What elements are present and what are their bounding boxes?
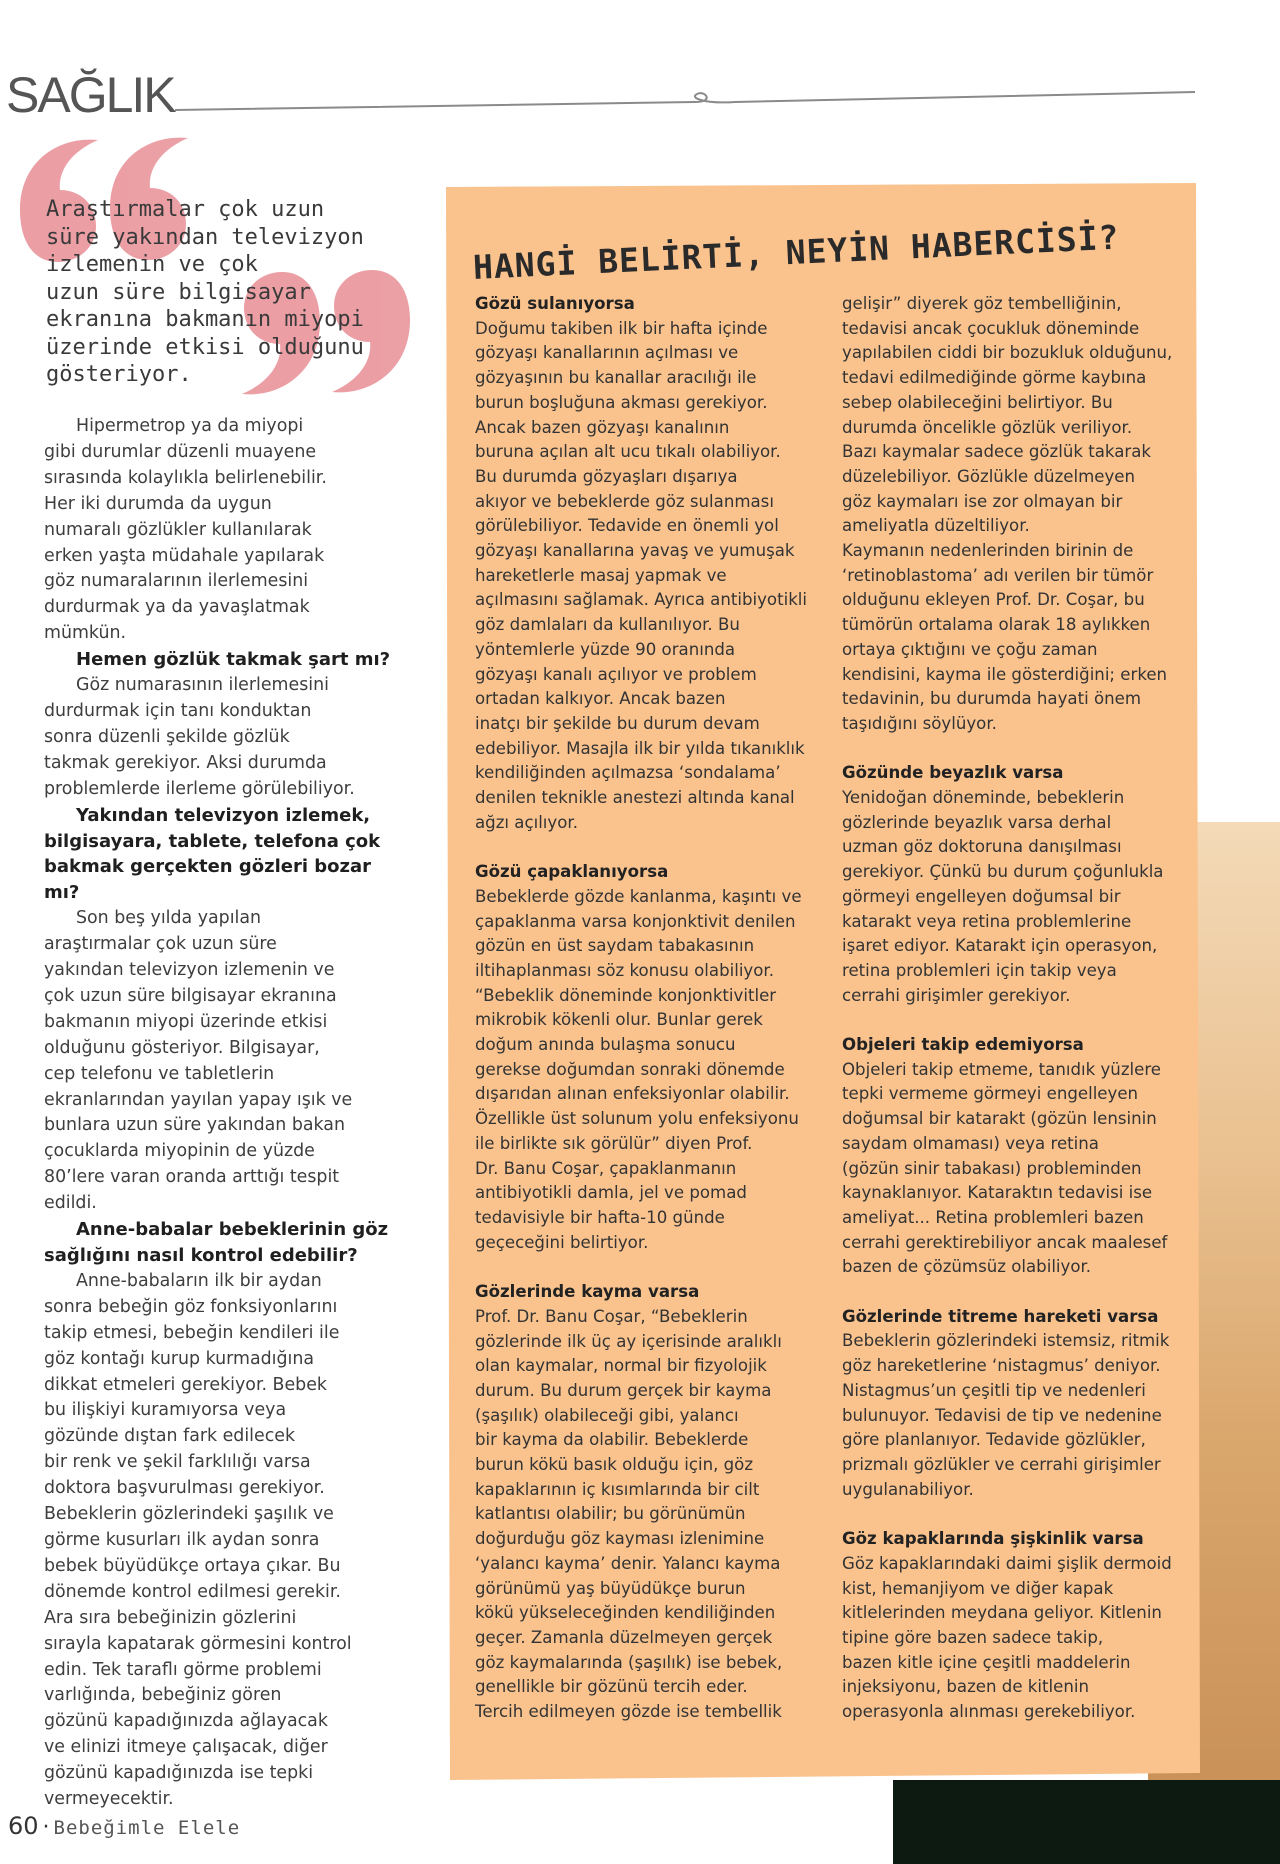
text-line: bunlara uzun süre yakından bakan bbox=[44, 1115, 345, 1136]
text-line: iltihaplanması söz konusu olabiliyor. bbox=[475, 960, 774, 980]
text-line: burun boşluğuna akması gerekiyor. bbox=[475, 392, 768, 412]
text-line: Özellikle üst solunum yolu enfeksiyonu bbox=[475, 1109, 799, 1129]
text-line: çok uzun süre bilgisayar ekranına bbox=[44, 985, 337, 1006]
text-line: varlığında, bebeğiniz gören bbox=[44, 1685, 282, 1706]
symptom-text bbox=[475, 317, 820, 836]
text-line: Ancak bazen gözyaşı kanalının bbox=[475, 417, 730, 437]
text-line: sağlığını nasıl kontrol edebilir? bbox=[44, 1245, 358, 1266]
text-line: Bebeklerin gözlerindeki şaşılık ve bbox=[44, 1504, 334, 1525]
text-line: doktora başvurulması gerekiyor. bbox=[44, 1478, 325, 1499]
quote-line: Araştırmalar çok uzun bbox=[46, 197, 325, 222]
text-line: gözlerinde ilk üç ay içerisinde aralıklı bbox=[475, 1331, 782, 1351]
symptom-section bbox=[842, 292, 1187, 737]
footer-separator: · bbox=[42, 1815, 50, 1840]
text-line: olduğunu ekleyen Prof. Dr. Coşar, bu bbox=[842, 590, 1145, 610]
text-line: olan kaymalar, normal bir fizyolojik bbox=[475, 1356, 767, 1376]
text-line: sebep olabileceğini belirtiyor. Bu bbox=[842, 392, 1113, 412]
symptom-section bbox=[475, 1280, 820, 1725]
text-line: bakmanın miyopi üzerinde etkisi bbox=[44, 1011, 328, 1032]
text-line: gözünü kapadığınızda ise tepki bbox=[44, 1763, 314, 1784]
text-line: gözün en üst saydam tabakasının bbox=[475, 936, 755, 956]
text-line: görülebiliyor. Tedavide en önemli yol bbox=[475, 516, 779, 536]
symptom-section bbox=[842, 1305, 1187, 1503]
text-line: yakından televizyon izlemenin ve bbox=[44, 960, 335, 981]
text-line: katarakt veya retina problemlerine bbox=[842, 911, 1132, 931]
text-line: doğumsal bir katarakt (gözün lensinin bbox=[842, 1109, 1157, 1129]
text-line: uzman göz doktoruna danışılması bbox=[842, 837, 1122, 857]
text-line: Prof. Dr. Banu Coşar, “Bebeklerin bbox=[475, 1306, 748, 1326]
text-line: ameliyatla düzeltiliyor. bbox=[842, 516, 1030, 536]
symptom-text bbox=[842, 292, 1187, 737]
text-line: göz kontağı kurup kurmadığına bbox=[44, 1348, 315, 1369]
text-line: tedavisi ancak çocukluk döneminde bbox=[842, 318, 1140, 338]
symptom-section bbox=[842, 1527, 1187, 1725]
text-line: Yenidoğan döneminde, bebeklerin bbox=[842, 788, 1125, 808]
text-line: bebek büyüdükçe ortaya çıkar. Bu bbox=[44, 1555, 341, 1576]
panel-column-right bbox=[842, 292, 1187, 1749]
text-line: Kaymanın nedenlerinden birinin de bbox=[842, 541, 1134, 561]
text-line: bir renk ve şekil farklılığı varsa bbox=[44, 1452, 311, 1473]
text-line: göre planlanıyor. Tedavide gözlükler, bbox=[842, 1430, 1146, 1450]
symptom-heading: Göz kapaklarında şişkinlik varsa bbox=[842, 1529, 1144, 1549]
text-line: inatçı bir şekilde bu durum devam bbox=[475, 713, 760, 733]
text-line: Her iki durumda da uygun bbox=[44, 493, 272, 514]
text-line: bakmak gerçekten gözleri bozar mı? bbox=[44, 856, 372, 904]
text-line: Anne-babalar bebeklerinin göz bbox=[76, 1219, 389, 1241]
text-line: geçeceğini belirtiyor. bbox=[475, 1232, 649, 1252]
symptom-heading: Gözü çapaklanıyorsa bbox=[475, 862, 669, 882]
text-line: ve elinizi itmeye çalışacak, diğer bbox=[44, 1737, 328, 1758]
text-line: antibiyotikli damla, jel ve pomad bbox=[475, 1183, 747, 1203]
text-line: göz numaralarının ilerlemesini bbox=[44, 571, 309, 592]
text-line: ortadan kalkıyor. Ancak bazen bbox=[475, 689, 726, 709]
text-line: tedavi edilmediğinde görme kaybına bbox=[842, 368, 1147, 388]
text-line: injeksiyonu, bazen de kitlenin bbox=[842, 1677, 1089, 1697]
text-line: sonra düzenli şekilde gözlük bbox=[44, 726, 290, 747]
text-line: göz kaymaları ise zor olmayan bir bbox=[842, 491, 1123, 511]
text-line: numaralı gözlükler kullanılarak bbox=[44, 519, 312, 540]
panel-column-left bbox=[475, 292, 820, 1749]
text-line: kist, hemanjiyom ve diğer kapak bbox=[842, 1578, 1114, 1598]
text-line: Bazı kaymalar sadece gözlük takarak bbox=[842, 442, 1151, 462]
text-line: kökü yükseleceğinden kendiliğinden bbox=[475, 1603, 776, 1623]
page-footer bbox=[8, 1812, 240, 1840]
quote-line: izlemenin ve çok bbox=[46, 252, 258, 277]
text-line: retina problemleri için takip veya bbox=[842, 960, 1117, 980]
text-line: Bebeklerde gözde kanlanma, kaşıntı ve bbox=[475, 886, 802, 906]
quote-line: uzun süre bilgisayar bbox=[46, 279, 311, 305]
text-line: ekranlarından yayılan yapay ışık ve bbox=[44, 1089, 353, 1110]
text-line: tedavisiyle bir hafta-10 günde bbox=[475, 1208, 725, 1227]
text-line: cerrahi gerektirebiliyor ancak maalesef bbox=[842, 1232, 1168, 1252]
symptom-text bbox=[475, 1305, 820, 1725]
symptom-heading: Gözünde beyazlık varsa bbox=[842, 763, 1064, 783]
text-line: göz damlaları da kullanılıyor. Bu bbox=[475, 615, 740, 635]
subheading bbox=[44, 803, 412, 907]
paragraph bbox=[44, 414, 412, 647]
symptom-text bbox=[842, 1058, 1187, 1280]
text-line: ortaya çıktığını ve çoğu zaman bbox=[842, 639, 1098, 659]
text-line: tümörün ortalama olarak 18 aylıkken bbox=[842, 615, 1151, 635]
text-line: gözyaşının bu kanallar aracılığı ile bbox=[475, 368, 757, 388]
text-line: uygulanabiliyor. bbox=[842, 1479, 974, 1499]
text-line: doğum anında bulaşma sonucu bbox=[475, 1035, 736, 1055]
text-line: işaret ediyor. Katarakt için operasyon, bbox=[842, 936, 1158, 956]
text-line: Objeleri takip etmeme, tanıdık yüzlere bbox=[842, 1059, 1162, 1079]
text-line: Göz kapaklarındaki daimi şişlik dermoid bbox=[842, 1553, 1172, 1573]
text-line: vermeyecektir. bbox=[44, 1789, 174, 1810]
quote-line: gösteriyor. bbox=[46, 362, 192, 387]
text-line: geçer. Zamanla düzelmeyen gerçek bbox=[475, 1627, 773, 1647]
text-line: cerrahi girişimler gerekiyor. bbox=[842, 985, 1071, 1005]
text-line: Bebeklerin gözlerindeki istemsiz, ritmik bbox=[842, 1331, 1170, 1351]
symptom-section bbox=[475, 292, 820, 835]
text-line: Hemen gözlük takmak şart mı? bbox=[76, 649, 391, 671]
text-line: göz hareketlerine ‘nistagmus’ deniyor. bbox=[842, 1356, 1161, 1376]
text-line: tedavinin, bu durumda hayati önem bbox=[842, 689, 1142, 709]
text-line: taşıdığını söylüyor. bbox=[842, 713, 997, 733]
text-line: yapılabilen ciddi bir bozukluk olduğunu, bbox=[842, 343, 1173, 363]
quote-line: ekranına bakmanın miyopi bbox=[46, 307, 364, 332]
magazine-name: Bebeğimle Elele bbox=[53, 1817, 241, 1839]
text-line: açılmasını sağlamak. Ayrıca antibiyotikli bbox=[475, 590, 808, 610]
symptom-section bbox=[475, 860, 820, 1255]
text-line: Bu durumda gözyaşları dışarıya bbox=[475, 466, 738, 486]
text-line: ‘yalancı kayma’ denir. Yalancı kayma bbox=[475, 1553, 781, 1573]
text-line: kapaklarının iç kısımlarında bir cilt bbox=[475, 1479, 760, 1499]
text-line: düzelebiliyor. Gözlükle düzelmeyen bbox=[842, 466, 1136, 486]
text-line: gözünü kapadığınızda ağlayacak bbox=[44, 1711, 328, 1732]
text-line: gerekse doğumdan sonraki dönemde bbox=[475, 1059, 785, 1079]
text-line: 80’lere varan oranda arttığı tespit bbox=[44, 1167, 340, 1188]
text-line: akıyor ve bebeklerde göz sulanması bbox=[475, 491, 774, 511]
text-line: gözünde dıştan fark edilecek bbox=[44, 1426, 296, 1447]
text-line: Göz numarasının ilerlemesini bbox=[76, 675, 329, 696]
text-line: bu ilişkiyi kuramıyorsa veya bbox=[44, 1400, 287, 1421]
subheading bbox=[44, 647, 412, 673]
text-line: Nistagmus’un çeşitli tip ve nedenleri bbox=[842, 1380, 1146, 1400]
text-line: denilen teknikle anestezi altında kanal bbox=[475, 788, 795, 808]
text-line: genellikle bir gözünü tercih eder. bbox=[475, 1677, 748, 1697]
text-line: operasyonla alınması gerekebiliyor. bbox=[842, 1702, 1136, 1722]
text-line: görmeyi engelleyen doğumsal bir bbox=[842, 886, 1121, 906]
text-line: ile birlikte sık görülür” diyen Prof. bbox=[475, 1133, 753, 1153]
header-divider bbox=[175, 82, 1195, 122]
text-line: mikrobik kökenli olur. Bunlar gerek bbox=[475, 1010, 763, 1030]
text-line: araştırmalar çok uzun süre bbox=[44, 934, 277, 955]
text-line: Hipermetrop ya da miyopi bbox=[76, 416, 304, 436]
text-line: buruna açılan alt ucu tıkalı olabiliyor. bbox=[475, 442, 781, 462]
symptom-heading: Gözlerinde kayma varsa bbox=[475, 1282, 700, 1302]
text-line: gözyaşı kanallarına yavaş ve yumuşak bbox=[475, 541, 795, 561]
text-line: gözyaşı kanalı açılıyor ve problem bbox=[475, 664, 757, 684]
text-line: ‘retinoblastoma’ adı verilen bir tümör bbox=[842, 565, 1154, 585]
text-line: görme kusurları ilk aydan sonra bbox=[44, 1529, 320, 1550]
article-body-left bbox=[44, 414, 412, 1813]
text-line: edildi. bbox=[44, 1193, 97, 1214]
text-line: olduğunu gösteriyor. Bilgisayar, bbox=[44, 1037, 320, 1058]
text-line: burun kökü basık olduğu için, göz bbox=[475, 1455, 754, 1475]
text-line: tipine göre bazen sadece takip, bbox=[842, 1627, 1104, 1647]
text-line: Dr. Banu Coşar, çapaklanmanın bbox=[475, 1158, 737, 1178]
text-line: dışarıdan alınan enfeksiyonlar olabilir. bbox=[475, 1084, 790, 1104]
text-line: katlantısı olabilir; bu görünümün bbox=[475, 1504, 746, 1524]
text-line: hareketlerle masaj yapmak ve bbox=[475, 565, 727, 585]
text-line: bir kayma da olabilir. Bebeklerde bbox=[475, 1430, 749, 1450]
text-line: (şaşılık) olabileceği gibi, yalancı bbox=[475, 1405, 739, 1425]
text-line: kendiliğinden açılmazsa ‘sondalama’ bbox=[475, 763, 781, 783]
text-line: gelişir” diyerek göz tembelliğinin, bbox=[842, 294, 1122, 313]
text-line: dikkat etmeleri gerekiyor. Bebek bbox=[44, 1374, 327, 1395]
paragraph bbox=[44, 906, 412, 1217]
text-line: çocuklarda miyopinin de yüzde bbox=[44, 1141, 315, 1162]
text-line: cep telefonu ve tabletlerin bbox=[44, 1063, 275, 1084]
quote-line: üzerinde etkisi olduğunu bbox=[46, 334, 364, 360]
text-line: takmak gerekiyor. Aksi durumda bbox=[44, 752, 327, 773]
text-line: ağzı açılıyor. bbox=[475, 812, 578, 832]
text-line: durum. Bu durum gerçek bir kayma bbox=[475, 1380, 772, 1400]
text-line: sırayla kapatarak görmesini kontrol bbox=[44, 1633, 352, 1654]
text-line: tepki vermeme görmeyi engelleyen bbox=[842, 1084, 1139, 1104]
text-line: Yakından televizyon izlemek, bbox=[76, 804, 371, 826]
text-line: edebiliyor. Masajla ilk bir yılda tıkanıklık bbox=[475, 738, 805, 758]
text-line: kaynaklanıyor. Kataraktın tedavisi ise bbox=[842, 1183, 1153, 1203]
text-line: görünümü yaş büyüdükçe burun bbox=[475, 1578, 746, 1598]
text-line: erken yaşta müdahale yapılarak bbox=[44, 545, 325, 566]
text-line: Son beş yılda yapılan bbox=[76, 908, 262, 929]
symptom-text bbox=[475, 885, 820, 1256]
text-line: prizmalı gözlükler ve cerrahi girişimler bbox=[842, 1455, 1161, 1474]
text-line: bazen de çözümsüz olabiliyor. bbox=[842, 1257, 1092, 1277]
text-line: (gözün sinir tabakası) probleminden bbox=[842, 1158, 1142, 1178]
text-line: sırasında kolaylıkla belirlenebilir. bbox=[44, 467, 327, 488]
pull-quote bbox=[46, 196, 376, 389]
text-line: doğurduğu göz kayması izlenimine bbox=[475, 1529, 765, 1549]
paragraph bbox=[44, 1269, 412, 1813]
text-line: dönemde kontrol edilmesi gerekir. bbox=[44, 1581, 341, 1602]
symptom-text bbox=[842, 786, 1187, 1008]
text-line: bilgisayara, tablete, telefona çok bbox=[44, 830, 381, 852]
text-line: bazen kitle içine çeşitli maddelerin bbox=[842, 1652, 1131, 1672]
text-line: bulunuyor. Tedavisi de tip ve nedenine bbox=[842, 1405, 1162, 1425]
text-line: gözlerinde beyazlık varsa derhal bbox=[842, 812, 1112, 832]
symptom-text bbox=[842, 1552, 1187, 1725]
symptom-text bbox=[842, 1329, 1187, 1502]
subheading bbox=[44, 1217, 412, 1269]
text-line: gibi durumlar düzenli muayene bbox=[44, 441, 317, 462]
symptom-section bbox=[842, 1033, 1187, 1280]
text-line: çapaklanma varsa konjonktivit denilen bbox=[475, 911, 796, 931]
text-line: gerekiyor. Çünkü bu durum çoğunlukla bbox=[842, 862, 1164, 882]
page-number: 60 bbox=[8, 1812, 39, 1840]
text-line: ameliyat... Retina problemleri bazen bbox=[842, 1207, 1144, 1227]
text-line: gözyaşı kanallarının açılması ve bbox=[475, 343, 739, 363]
text-line: durdurmak ya da yavaşlatmak bbox=[44, 597, 310, 618]
text-line: durdurmak için tanı konduktan bbox=[44, 700, 312, 721]
text-line: kendisini, kayma ile gösterdiğini; erken bbox=[842, 664, 1168, 684]
section-title: SAĞLIK bbox=[6, 67, 175, 123]
text-line: yöntemlerle yüzde 90 oranında bbox=[475, 639, 736, 659]
text-line: sonra bebeğin göz fonksiyonlarını bbox=[44, 1296, 338, 1317]
text-line: mümkün. bbox=[44, 623, 127, 644]
text-line: Tercih edilmeyen gözde ise tembellik bbox=[475, 1702, 782, 1722]
text-line: Anne-babaların ilk bir aydan bbox=[76, 1270, 322, 1291]
quote-line: süre yakından televizyon bbox=[46, 224, 364, 250]
text-line: “Bebeklik döneminde konjonktivitler bbox=[475, 985, 777, 1005]
panel-title: HANGİ BELİRTİ, NEYİN HABERCİSİ? bbox=[472, 217, 1121, 287]
text-line: takip etmesi, bebeğin kendileri ile bbox=[44, 1322, 340, 1343]
text-line: problemlerde ilerleme görülebiliyor. bbox=[44, 778, 355, 799]
symptom-heading: Gözü sulanıyorsa bbox=[475, 294, 635, 313]
text-line: Doğumu takiben ilk bir hafta içinde bbox=[475, 318, 768, 338]
text-line: Ara sıra bebeğinizin gözlerini bbox=[44, 1607, 297, 1628]
symptom-heading: Objeleri takip edemiyorsa bbox=[842, 1035, 1084, 1055]
symptom-heading: Gözlerinde titreme hareketi varsa bbox=[842, 1306, 1159, 1326]
text-line: durumda öncelikle gözlük veriliyor. bbox=[842, 417, 1133, 437]
text-line: edin. Tek taraflı görme problemi bbox=[44, 1659, 322, 1680]
paragraph bbox=[44, 673, 412, 803]
background-dark-corner bbox=[893, 1780, 1280, 1864]
symptom-section bbox=[842, 761, 1187, 1008]
text-line: kitlelerinden meydana geliyor. Kitlenin bbox=[842, 1603, 1162, 1623]
text-line: saydam olmaması) veya retina bbox=[842, 1133, 1099, 1153]
text-line: göz kaymalarında (şaşılık) ise bebek, bbox=[475, 1652, 783, 1672]
